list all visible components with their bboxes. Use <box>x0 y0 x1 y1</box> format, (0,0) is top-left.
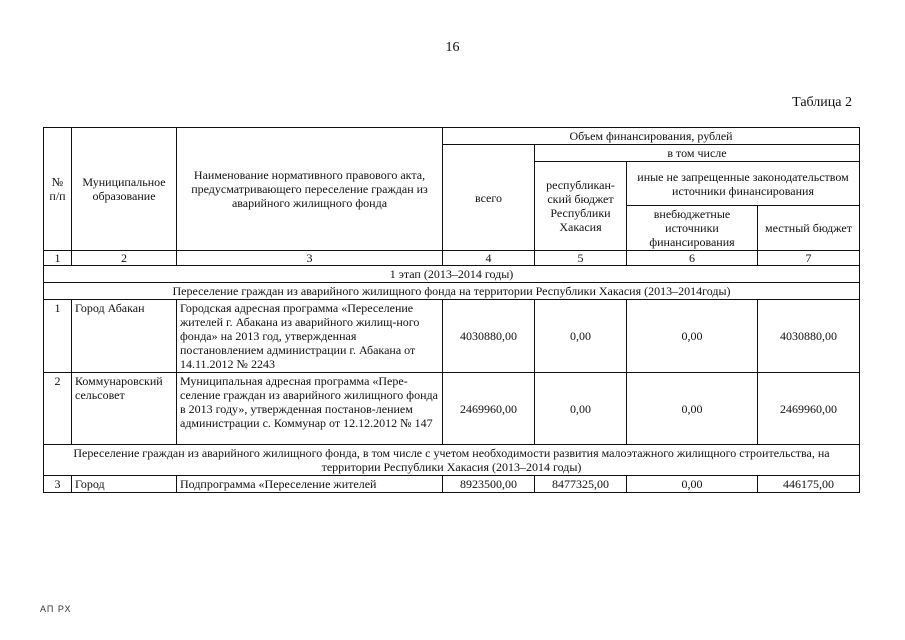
table-row <box>44 300 860 373</box>
row-total: 4030880,00 <box>443 300 535 373</box>
row-act: Городская адресная программа «Переселение жителей г. Абакана из аварийного жилищ-ного фонда» на 2013 год, утвержденная постановлением администрации г. Абакана от 14.11.2012 № 2243 <box>177 300 443 373</box>
row-number: 3 <box>44 476 72 493</box>
row-republic: 0,00 <box>535 373 627 445</box>
header-act: Наименование нормативного правового акта, предусматривающего переселение граждан из аварийного жилищного фонда <box>177 128 443 251</box>
column-number: 4 <box>443 251 535 266</box>
table-label: Таблица 2 <box>792 95 852 110</box>
row-extra: 0,00 <box>627 300 758 373</box>
table-row <box>44 373 860 445</box>
header-num: № п/п <box>44 128 72 251</box>
row-municipality: Город <box>72 476 177 493</box>
column-number: 1 <box>44 251 72 266</box>
row-act: Муниципальная адресная программа «Пере-селение граждан из аварийного жилищного фонда в 2013 году», утвержденная постанов-лением администрации с. Коммунар от 12.12.2012 № 147 <box>177 373 443 445</box>
header-municipality: Муниципальное образование <box>72 128 177 251</box>
row-total: 8923500,00 <box>443 476 535 493</box>
row-republic: 0,00 <box>535 300 627 373</box>
header-extra-budget: внебюджетные источники финансирования <box>627 206 758 251</box>
row-local: 2469960,00 <box>758 373 860 445</box>
column-number: 2 <box>72 251 177 266</box>
column-number: 3 <box>177 251 443 266</box>
row-municipality: Коммунаровский сельсовет <box>72 373 177 445</box>
section-title: Переселение граждан из аварийного жилищного фонда на территории Республики Хакасия (2013–2014годы) <box>44 283 860 300</box>
column-number: 6 <box>627 251 758 266</box>
stage-title: 1 этап (2013–2014 годы) <box>44 266 860 283</box>
header-total: всего <box>443 145 535 251</box>
row-extra: 0,00 <box>627 373 758 445</box>
funding-table <box>43 127 860 493</box>
row-local: 446175,00 <box>758 476 860 493</box>
header-republic-budget: республикан-ский бюджет Республики Хакасия <box>535 162 627 251</box>
header-local-budget: местный бюджет <box>758 206 860 251</box>
row-extra: 0,00 <box>627 476 758 493</box>
header-funding: Объем финансирования, рублей <box>443 128 860 145</box>
header-including: в том числе <box>535 145 860 162</box>
page-number: 16 <box>445 40 460 55</box>
footer-mark: АП РХ <box>40 604 72 614</box>
row-number: 1 <box>44 300 72 373</box>
section-title: Переселение граждан из аварийного жилищного фонда, в том числе с учетом необходимости развития малоэтажного жилищного строительства, на территории Республики Хакасия (2013–2014 годы) <box>44 445 860 476</box>
row-total: 2469960,00 <box>443 373 535 445</box>
row-number: 2 <box>44 373 72 445</box>
column-number: 7 <box>758 251 860 266</box>
column-number: 5 <box>535 251 627 266</box>
row-municipality: Город Абакан <box>72 300 177 373</box>
row-republic: 8477325,00 <box>535 476 627 493</box>
header-other-sources: иные не запрещенные законодательством источники финансирования <box>627 162 860 206</box>
row-act: Подпрограмма «Переселение жителей <box>177 476 443 493</box>
table-row <box>44 476 860 493</box>
row-local: 4030880,00 <box>758 300 860 373</box>
